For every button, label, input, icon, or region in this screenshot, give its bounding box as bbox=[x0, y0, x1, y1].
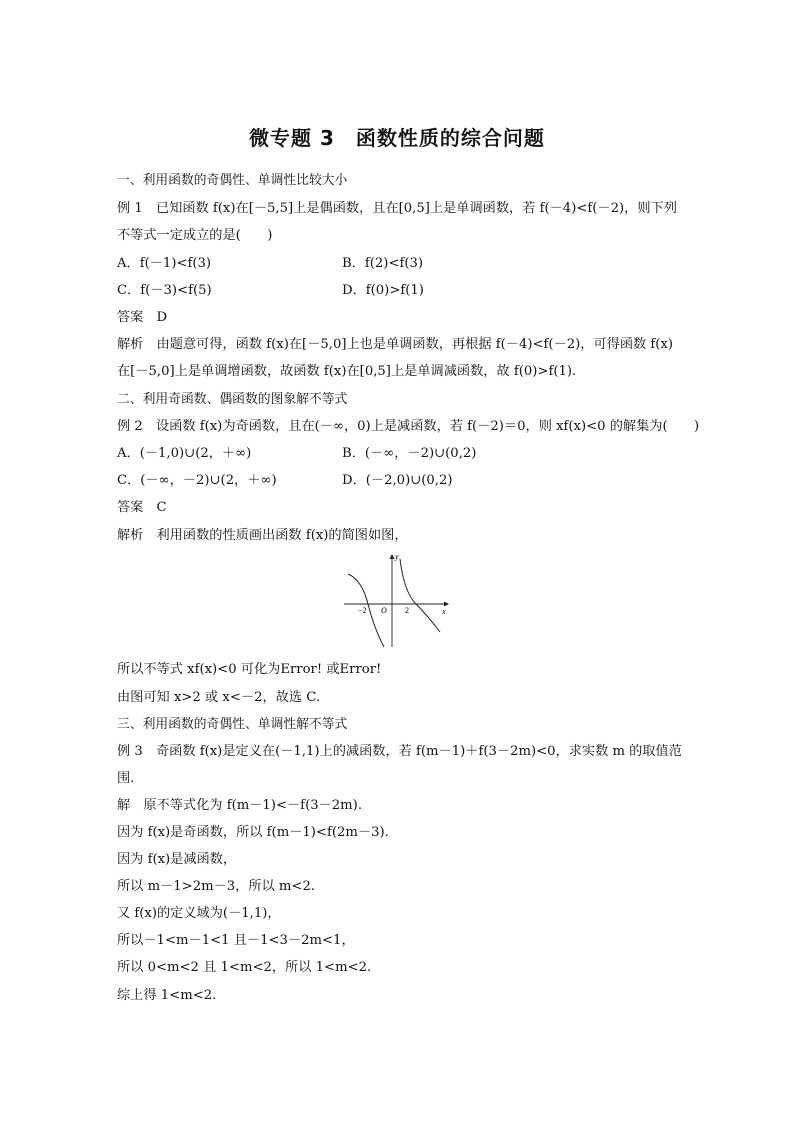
section-heading-2: 二、利用奇函数、偶函数的图象解不等式 bbox=[117, 392, 348, 407]
page-title: 微专题 3 函数性质的综合问题 bbox=[249, 126, 545, 150]
example-3-stem: 例 3 奇函数 f(x)是定义在(－1,1)上的减函数，若 f(m－1)＋f(3－2m)<0，求实数 m 的取值范 bbox=[117, 744, 682, 759]
example-3-stem-cont: 围. bbox=[117, 771, 135, 786]
function-sketch-graph bbox=[340, 549, 452, 649]
example-1-options-row-2 bbox=[117, 281, 687, 301]
section-heading-1: 一、利用函数的奇偶性、单调性比较大小 bbox=[117, 173, 348, 188]
solution-line-8: 综上得 1<m<2. bbox=[117, 988, 217, 1003]
solution-line-3: 因为 f(x)是减函数， bbox=[117, 852, 237, 867]
example-1-analysis: 解析 由题意可得，函数 f(x)在[－5,0]上也是单调函数，再根据 f(－4)<f(－2)，可得函数 f(x) bbox=[117, 337, 674, 352]
example-2-stem: 例 2 设函数 f(x)为奇函数，且在(－∞，0)上是减函数，若 f(－2)＝0，则 xf(x)<0 的解集为( ) bbox=[117, 419, 700, 434]
example-1-analysis-cont: 在[－5,0]上是单调增函数，故函数 f(x)在[0,5]上是单调减函数，故 f(0)>f(1). bbox=[117, 364, 577, 379]
option-d: D．(－2,0)∪(0,2) bbox=[342, 473, 453, 488]
example-1-options-row-1 bbox=[117, 254, 687, 274]
example-1-answer: 答案 D bbox=[117, 310, 168, 325]
example-2-options-row-1 bbox=[117, 444, 687, 464]
solution-line-1: 解 原不等式化为 f(m－1)<－f(3－2m). bbox=[117, 798, 363, 813]
right-branch-curve bbox=[400, 559, 440, 632]
solution-line-4: 所以 m－1>2m－3，所以 m<2. bbox=[117, 879, 316, 894]
example-1-stem: 例 1 已知函数 f(x)在[－5,5]上是偶函数，且在[0,5]上是单调函数，若 f(－4)<f(－2)，则下列 bbox=[117, 201, 677, 216]
y-axis-label: y bbox=[395, 552, 399, 561]
section-heading-3: 三、利用函数的奇偶性、单调性解不等式 bbox=[117, 717, 348, 732]
example-1-stem-cont: 不等式一定成立的是( ) bbox=[117, 228, 273, 243]
solution-line-6: 所以－1<m－1<1 且－1<3－2m<1， bbox=[117, 933, 355, 948]
x-axis-arrow bbox=[444, 602, 449, 607]
option-b: B．(－∞，－2)∪(0,2) bbox=[342, 446, 477, 461]
neg-two-tick-label: −2 bbox=[358, 606, 367, 615]
pos-two-tick-label: 2 bbox=[405, 606, 409, 615]
solution-line-7: 所以 0<m<2 且 1<m<2，所以 1<m<2. bbox=[117, 960, 372, 975]
option-a: A．(－1,0)∪(2，＋∞) bbox=[117, 446, 252, 461]
solution-line-5: 又 f(x)的定义域为(－1,1)， bbox=[117, 906, 281, 921]
example-2-answer: 答案 C bbox=[117, 500, 167, 515]
example-2-options-row-2 bbox=[117, 471, 687, 491]
function-sketch-svg bbox=[340, 549, 452, 649]
option-c: C．(－∞，－2)∪(2，＋∞) bbox=[117, 473, 277, 488]
option-c: C．f(－3)<f(5) bbox=[117, 283, 212, 298]
solution-line-2: 因为 f(x)是奇函数，所以 f(m－1)<f(2m－3). bbox=[117, 825, 389, 840]
example-2-transform: 所以不等式 xf(x)<0 可化为Error! 或Error! bbox=[117, 662, 382, 677]
x-axis-label: x bbox=[442, 607, 446, 616]
option-d: D．f(0)>f(1) bbox=[342, 283, 424, 298]
example-2-conclusion: 由图可知 x>2 或 x<－2，故选 C. bbox=[117, 690, 321, 705]
option-b: B．f(2)<f(3) bbox=[342, 256, 424, 271]
option-a: A．f(－1)<f(3) bbox=[117, 256, 212, 271]
y-axis-arrow bbox=[390, 554, 395, 559]
example-2-analysis: 解析 利用函数的性质画出函数 f(x)的简图如图， bbox=[117, 528, 408, 543]
origin-label: O bbox=[381, 606, 387, 615]
